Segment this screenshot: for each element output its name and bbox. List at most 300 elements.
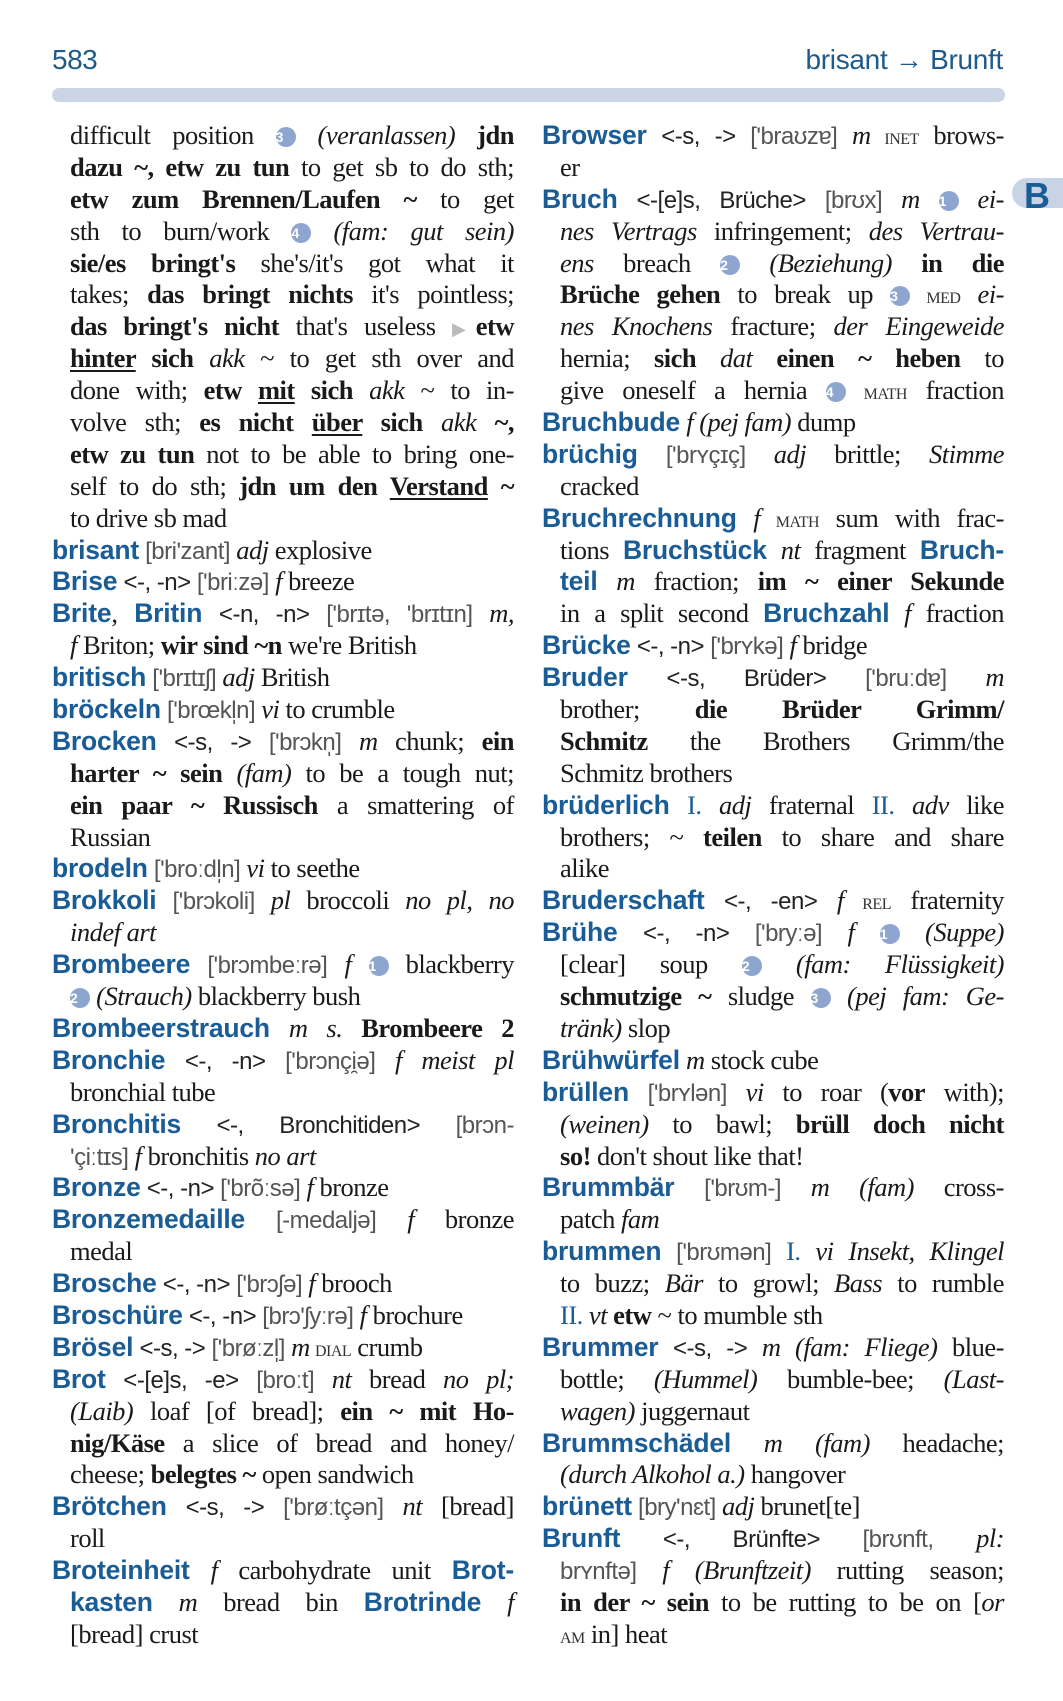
bold-phrase: nig/Käse: [70, 1427, 165, 1458]
phonetic: ['braʊzɐ]: [750, 123, 852, 150]
dictionary-line: [52, 1077, 514, 1109]
phonetic: ['brõːsə]: [220, 1175, 307, 1203]
phonetic: ['brʊmən]: [661, 1239, 787, 1267]
dictionary-line: [542, 1077, 1004, 1109]
definition-text: to: [960, 343, 1004, 374]
italic-gloss: f: [847, 917, 880, 948]
italic-gloss: (Beziehung): [740, 247, 892, 278]
grammar-info: <-, -n>: [117, 569, 197, 597]
dictionary-line: [542, 152, 1004, 184]
dictionary-line: [542, 1236, 1004, 1268]
italic-gloss: f: [70, 630, 77, 661]
italic-gloss: (durch Alkohol a.): [560, 1459, 745, 1490]
definition-text: ~ to get sth over and: [244, 343, 514, 374]
italic-gloss: f: [836, 885, 844, 916]
bold-phrase: jdn um den: [239, 470, 390, 501]
headword: Bruchstück: [622, 534, 767, 565]
dictionary-line: [542, 1587, 1004, 1619]
dictionary-line: [52, 822, 514, 854]
dictionary-line: [542, 535, 1004, 567]
dictionary-line: [542, 216, 1004, 248]
bold-phrase: sich: [135, 343, 210, 374]
grammar-info: <-, -n>: [617, 920, 755, 948]
dictionary-line: [542, 1459, 1004, 1491]
phonetic: ['brɔkoli]: [156, 888, 271, 916]
phonetic: [bri'zant]: [138, 537, 237, 565]
italic-gloss: f: [308, 1268, 316, 1299]
subject-label: inet: [870, 124, 919, 149]
definition-text: hangover: [744, 1459, 846, 1490]
dictionary-line: [52, 694, 514, 726]
italic-gloss: no art: [254, 1140, 316, 1171]
dictionary-line: [542, 120, 1004, 152]
italic-gloss: (Suppe): [899, 917, 1004, 948]
bold-phrase: sie/es bringt's: [70, 247, 236, 278]
definition-text: breach: [593, 247, 721, 278]
italic-gloss: m: [152, 1586, 198, 1617]
phonetic: ['brʏçɪç]: [637, 441, 774, 469]
italic-gloss: Bass: [834, 1268, 883, 1299]
dictionary-line: [52, 535, 514, 567]
left-column: [52, 120, 514, 1651]
dictionary-line: [542, 1555, 1004, 1587]
headword: Bruch-: [919, 534, 1004, 565]
header-divider-bar: [52, 88, 1005, 102]
bold-phrase: das bringt's nicht: [70, 311, 280, 342]
bold-phrase: ein: [481, 725, 514, 756]
definition-text: headache;: [869, 1427, 1004, 1458]
definition-text: volve sth;: [70, 407, 200, 438]
headword: teil: [560, 566, 598, 597]
dictionary-line: [542, 981, 1004, 1013]
bold-phrase: Brombeere 2: [342, 1012, 515, 1043]
headword: britisch: [52, 662, 147, 693]
subject-label: math: [760, 506, 820, 532]
dictionary-line: [52, 1141, 514, 1173]
headword: Bronchie: [52, 1044, 166, 1075]
definition-text: don't shout like that!: [590, 1140, 804, 1171]
bold-phrase: es nicht: [199, 407, 312, 438]
italic-gloss: f: [736, 502, 761, 533]
definition-text: brother;: [560, 694, 695, 725]
bold-phrase: sich: [653, 343, 721, 374]
definition-text: to rumble: [882, 1268, 1004, 1299]
definition-text: rutting season;: [810, 1555, 1004, 1586]
roman-numeral: I.: [669, 789, 720, 820]
italic-gloss: (pej fam: Ge-: [830, 981, 1004, 1012]
headword: Brunft: [542, 1523, 621, 1554]
headword: Bronzemedaille: [52, 1204, 246, 1235]
headword: Bruchbude: [542, 407, 681, 438]
grammar-info: <-[e]s, Brüche>: [617, 186, 825, 214]
definition-text: cheese;: [70, 1459, 151, 1490]
definition-text: medal: [70, 1236, 133, 1267]
phonetic: ['broːdl̩n]: [147, 856, 247, 884]
italic-gloss: adj: [236, 534, 269, 565]
headword: bröckeln: [52, 694, 161, 725]
definition-text: difficult position: [70, 120, 276, 150]
dictionary-line: [52, 1364, 514, 1396]
headword: brodeln: [52, 853, 148, 884]
underlined-keyword: mit: [257, 375, 295, 406]
definition-text: bottle;: [560, 1363, 654, 1394]
definition-text: Schmitz brothers: [560, 757, 733, 788]
phonetic: ['bruːdɐ]: [865, 665, 986, 693]
dictionary-line: [52, 407, 514, 439]
dictionary-line: [542, 439, 1004, 471]
dictionary-line: [542, 1045, 1004, 1077]
definition-text: bumble-bee;: [757, 1363, 944, 1394]
sense-number-icon: 4: [826, 382, 846, 402]
headword: Bruchzahl: [763, 598, 890, 629]
dictionary-line: [52, 1491, 514, 1523]
grammar-info: <-s, ->: [658, 1334, 762, 1362]
dictionary-line: [542, 471, 1004, 503]
definition-text: broccoli: [290, 885, 406, 916]
italic-gloss: m: [358, 725, 378, 756]
phonetic: ['brɪtɪʃ]: [146, 665, 223, 693]
headword: Brummer: [542, 1331, 659, 1362]
definition-text: British: [254, 662, 330, 693]
dictionary-line: [52, 471, 514, 503]
sense-number-icon: 1: [369, 956, 389, 976]
subject-label: am: [560, 1622, 585, 1648]
italic-gloss: pl:: [976, 1523, 1005, 1554]
italic-gloss: m (fam): [810, 1172, 914, 1203]
dictionary-line: [542, 1523, 1004, 1555]
phonetic: ['brɔnçi̯ə]: [285, 1047, 395, 1075]
headword: Browser: [542, 120, 647, 150]
page-header: [52, 40, 1003, 80]
italic-gloss: vi: [261, 694, 280, 725]
sense-number-icon: 2: [720, 255, 740, 275]
bold-phrase: etw zu tun: [70, 438, 195, 469]
headword: Broschüre: [52, 1299, 183, 1330]
grammar-info: <-s, ->: [133, 1334, 212, 1362]
phonetic: ['brʏlən]: [628, 1079, 746, 1107]
phonetic: ['brɔmbeːrə]: [190, 952, 345, 980]
italic-gloss: m,: [489, 598, 514, 629]
headword: Brummbär: [542, 1172, 675, 1203]
dictionary-line: [52, 152, 514, 184]
definition-text: takes;: [70, 279, 148, 310]
bold-phrase: in die: [891, 247, 1004, 278]
italic-gloss: nes Vertrags: [560, 215, 697, 246]
headword: Brühe: [542, 917, 618, 948]
definition-text: bread bin: [197, 1586, 364, 1617]
definition-text: juggernaut: [635, 1395, 750, 1426]
phonetic: ['brɪtə, 'brɪtɪn]: [326, 601, 490, 629]
grammar-info: <-, -n>: [156, 1271, 237, 1299]
headword: brisant: [52, 534, 139, 565]
italic-gloss: akk: [369, 375, 405, 406]
phonetic: ['brʏkə]: [710, 633, 790, 661]
grammar-info: <-n, -n>: [202, 601, 327, 629]
phonetic: ['bryːə]: [754, 920, 848, 948]
dictionary-line: [542, 885, 1004, 917]
italic-gloss: adj: [222, 662, 255, 693]
dictionary-line: [542, 1300, 1004, 1332]
dictionary-line: [52, 981, 514, 1013]
bold-phrase: vor: [888, 1076, 926, 1107]
italic-gloss: f: [481, 1586, 514, 1617]
definition-text: with);: [925, 1076, 1004, 1107]
grammar-info: <-, -en>: [704, 888, 837, 916]
italic-gloss: der Eingeweide: [833, 311, 1004, 342]
sense-number-icon: 2: [742, 956, 762, 976]
headword: Brot-: [451, 1555, 514, 1586]
italic-gloss: (Strauch): [90, 981, 192, 1012]
italic-gloss: vi: [745, 1076, 764, 1107]
definition-text: bronze: [414, 1204, 514, 1235]
dictionary-line: [52, 120, 514, 152]
underlined-keyword: Verstand: [389, 470, 488, 501]
italic-gloss: m: [597, 566, 635, 597]
headword: Brocken: [52, 725, 157, 756]
definition-text: blackberry: [388, 949, 514, 980]
definition-text: [bread] crust: [70, 1618, 199, 1649]
definition-text: alike: [560, 853, 609, 884]
italic-gloss: or: [981, 1586, 1004, 1617]
italic-gloss: fam: [621, 1204, 660, 1235]
phonetic: [bry'nɛt]: [631, 1494, 722, 1522]
definition-text: [clear] soup: [560, 949, 742, 980]
definition-text: to seethe: [264, 853, 360, 884]
bold-phrase: jdn: [477, 120, 514, 150]
roman-numeral: I.: [786, 1236, 816, 1267]
bold-phrase: etw: [203, 375, 258, 406]
definition-text: blackberry bush: [191, 981, 361, 1012]
definition-text: brows-: [918, 120, 1004, 150]
dictionary-line: [542, 1396, 1004, 1428]
roman-numeral: II.: [560, 1299, 589, 1330]
definition-text: the Brothers Grimm/the: [647, 725, 1004, 756]
italic-gloss: m (fam): [731, 1427, 870, 1458]
dictionary-line: [52, 1587, 514, 1619]
headword: kasten: [70, 1586, 153, 1617]
sense-number-icon: 1: [880, 924, 900, 944]
definition-text: we're British: [281, 630, 417, 661]
italic-gloss: m: [985, 662, 1004, 693]
headword: brummen: [542, 1236, 662, 1267]
headword: brüllen: [542, 1076, 629, 1107]
italic-gloss: f: [134, 1140, 142, 1171]
italic-gloss: f: [889, 598, 911, 629]
bold-phrase: etw: [607, 1299, 652, 1330]
dictionary-line: [52, 1268, 514, 1300]
italic-gloss: adj: [719, 789, 752, 820]
headword: Bronchitis: [52, 1108, 182, 1139]
phonetic: ['brœkl̩n]: [160, 697, 262, 725]
dictionary-line: [52, 853, 514, 885]
dictionary-line: [52, 662, 514, 694]
dictionary-line: [542, 1491, 1004, 1523]
headword: Brösel: [52, 1331, 134, 1362]
dictionary-line: [52, 566, 514, 598]
dictionary-line: [52, 184, 514, 216]
headword: Bruch: [542, 183, 618, 214]
italic-gloss: m: [679, 1044, 705, 1075]
bold-phrase: harter ~ sein: [70, 757, 223, 788]
definition-text: fragment: [800, 534, 920, 565]
headword: Brot: [52, 1363, 106, 1394]
dictionary-line: [52, 885, 514, 917]
dictionary-line: [542, 1332, 1004, 1364]
dictionary-line: [542, 503, 1004, 535]
italic-gloss: (fam: gut sein): [311, 215, 514, 246]
italic-gloss: m: [291, 1331, 310, 1362]
definition-text: to roar (: [763, 1076, 889, 1107]
dictionary-line: [542, 1013, 1004, 1045]
italic-gloss: wagen): [560, 1395, 636, 1426]
italic-gloss: f: [189, 1555, 218, 1586]
italic-gloss: pl: [270, 885, 291, 916]
bold-phrase: sich: [294, 375, 370, 406]
dictionary-line: [542, 598, 1004, 630]
headword: Brokkoli: [52, 885, 157, 916]
dictionary-line: [52, 1459, 514, 1491]
definition-text: give oneself a hernia: [560, 375, 826, 406]
roman-numeral: II.: [871, 789, 912, 820]
headword: Brotrinde: [363, 1586, 482, 1617]
bold-phrase: ein paar ~ Russisch: [70, 789, 318, 820]
headword: Brombeerstrauch: [52, 1012, 270, 1043]
italic-gloss: (fam: Flüssigkeit): [761, 949, 1005, 980]
grammar-info: <-, -n>: [182, 1302, 263, 1330]
page-number: 583: [52, 44, 98, 75]
dictionary-line: [52, 248, 514, 280]
dictionary-line: [542, 1141, 1004, 1173]
headword: Brite: [52, 598, 112, 629]
definition-text: Briton;: [76, 630, 161, 661]
bold-phrase: Brüche gehen: [560, 279, 721, 310]
definition-text: to get: [416, 183, 514, 214]
definition-text: loaf [of bread];: [133, 1395, 341, 1426]
definition-text: to share and share: [761, 821, 1004, 852]
definition-text: ,: [111, 598, 135, 629]
headword: Brötchen: [52, 1491, 167, 1522]
italic-gloss: vi: [246, 853, 265, 884]
phonetic: [brɔ'ʃyːrə]: [262, 1302, 360, 1330]
definition-text: it's pointless;: [352, 279, 514, 310]
definition-text: in a split second: [560, 598, 764, 629]
phonetic: ['brøːtçən]: [283, 1494, 403, 1522]
italic-gloss: Stimme: [929, 438, 1005, 469]
bold-phrase: ~,: [476, 407, 515, 438]
italic-gloss: (veranlassen): [295, 120, 478, 150]
phonetic: ['briːzə]: [196, 569, 276, 597]
dictionary-line: [542, 1172, 1004, 1204]
dictionary-line: [542, 566, 1004, 598]
italic-gloss: Bär: [664, 1268, 703, 1299]
dictionary-line: [52, 1523, 514, 1555]
dictionary-line: [542, 694, 1004, 726]
italic-gloss: vt: [588, 1299, 608, 1330]
dictionary-line: [52, 1236, 514, 1268]
bold-phrase: das bringt nichts: [147, 279, 353, 310]
grammar-info: <-s, ->: [166, 1494, 284, 1522]
headword: Brosche: [52, 1268, 157, 1299]
sense-number-icon: 2: [70, 988, 90, 1008]
phonetic: ['brɔkn̩]: [268, 728, 359, 756]
dictionary-line: [542, 917, 1004, 949]
dictionary-line: [542, 1364, 1004, 1396]
italic-gloss: (fam): [222, 757, 292, 788]
definition-text: bronze: [313, 1172, 389, 1203]
dictionary-line: [52, 1204, 514, 1236]
dictionary-line: [52, 1619, 514, 1651]
sense-number-icon: 3: [890, 286, 910, 306]
headword: Bruchrechnung: [542, 502, 737, 533]
dictionary-line: [52, 1555, 514, 1587]
definition-text: brothers; ~: [560, 821, 704, 852]
italic-gloss: ens: [560, 247, 594, 278]
dictionary-line: [52, 598, 514, 630]
grammar-info: <-s, ->: [646, 123, 751, 150]
running-head: brisant → Brunft: [805, 44, 1003, 75]
subject-label: med: [910, 283, 961, 309]
italic-gloss: no pl;: [442, 1363, 514, 1394]
dictionary-line: [542, 375, 1004, 407]
dictionary-line: [52, 1172, 514, 1204]
definition-text: breeze: [282, 566, 355, 597]
definition-text: bronchial tube: [70, 1076, 216, 1107]
definition-text: explosive: [268, 534, 372, 565]
italic-gloss: f: [344, 949, 369, 980]
bold-phrase: in der ~ sein: [560, 1586, 709, 1617]
dictionary-line: [542, 407, 1004, 439]
sense-number-icon: 4: [291, 223, 311, 243]
underlined-keyword: hinter: [70, 343, 136, 374]
phonetic: [broːt]: [256, 1366, 332, 1394]
bold-phrase: schmutzige ~: [560, 981, 712, 1012]
definition-text: brooch: [315, 1268, 392, 1299]
definition-text: patch: [560, 1204, 622, 1235]
definition-text: hernia;: [560, 343, 654, 374]
definition-text: fraction: [910, 598, 1004, 629]
italic-gloss: f (pej fam): [680, 407, 792, 438]
italic-gloss: tränk): [560, 1012, 622, 1043]
dictionary-line: [542, 279, 1004, 311]
headword: Broteinheit: [52, 1555, 190, 1586]
definition-text: bread: [351, 1363, 443, 1394]
definition-text: to growl;: [702, 1268, 835, 1299]
bold-phrase: dazu ~, etw zu tun: [70, 151, 290, 182]
definition-text: fraction;: [634, 566, 758, 597]
dictionary-line: [542, 311, 1004, 343]
dictionary-line: [52, 758, 514, 790]
italic-gloss: (Laib): [70, 1395, 134, 1426]
phonetic: [brʊx]: [824, 186, 902, 214]
headword: Brücke: [542, 630, 631, 661]
italic-gloss: f: [407, 1204, 415, 1235]
italic-gloss: (Last-: [943, 1363, 1004, 1394]
italic-gloss: akk: [209, 343, 245, 374]
subject-label: rel: [843, 889, 891, 915]
grammar-info: <-, Brünfte>: [620, 1526, 863, 1554]
thumb-index-letter: B: [1024, 175, 1050, 216]
dictionary-line: [542, 662, 1004, 694]
definition-text: roll: [70, 1523, 105, 1554]
bold-phrase: brüll doch nicht: [795, 1108, 1004, 1139]
definition-text: cracked: [560, 470, 639, 501]
definition-text: stock cube: [704, 1044, 819, 1075]
definition-text: to get sb to do sth;: [289, 151, 515, 182]
dictionary-line: [52, 375, 514, 407]
definition-text: cross-: [914, 1172, 1004, 1203]
arrow-right-icon: ▶: [452, 319, 476, 340]
definition-text: bronchitis: [141, 1140, 255, 1171]
